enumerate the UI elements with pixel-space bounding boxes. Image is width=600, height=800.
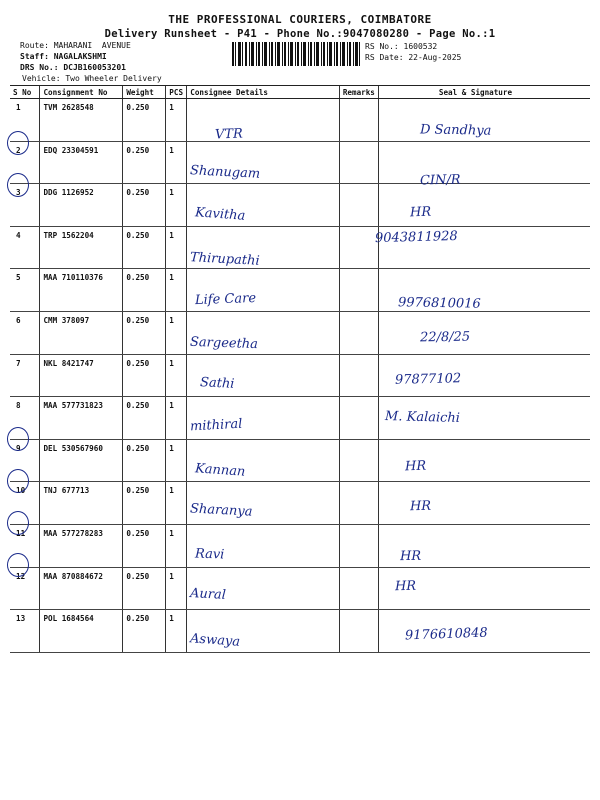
row-remarks-cell — [339, 141, 378, 184]
col-pcs: PCS — [166, 86, 187, 99]
table-row — [10, 141, 590, 184]
rs-number: RS No.: 1600532 — [365, 42, 438, 51]
row-consignment: TRP 1562204 — [40, 226, 123, 269]
row-pcs: 1 — [166, 397, 187, 440]
seal-signature-handwriting: 9176610848 — [404, 625, 488, 644]
col-consignment: Consignment No — [40, 86, 123, 99]
row-weight: 0.250 — [123, 226, 166, 269]
row-pcs: 1 — [166, 610, 187, 653]
seal-signature-handwriting: HR — [409, 498, 432, 515]
row-consignment: TVM 2628548 — [40, 99, 123, 142]
col-seal: Seal & Signature — [378, 86, 590, 99]
seal-signature-handwriting: 9043811928 — [374, 228, 458, 246]
table-row — [10, 610, 590, 653]
row-consignment: TNJ 677713 — [40, 482, 123, 525]
row-weight: 0.250 — [123, 269, 166, 312]
row-pcs: 1 — [166, 269, 187, 312]
seal-signature-handwriting: HR — [404, 458, 427, 474]
consignee-handwriting: Aswaya — [189, 631, 241, 651]
row-pcs: 1 — [166, 311, 187, 354]
seal-signature-handwriting: 97877102 — [394, 371, 462, 389]
consignee-handwriting: Sharanya — [189, 501, 253, 520]
consignee-handwriting: Sargeetha — [189, 334, 259, 353]
row-consignee-cell — [187, 99, 340, 142]
seal-signature-handwriting: 9976810016 — [397, 295, 481, 312]
row-sno: 12 — [10, 567, 40, 610]
table-row — [10, 439, 590, 482]
col-sno: S No — [10, 86, 40, 99]
seal-signature-handwriting: HR — [409, 205, 432, 221]
consignee-handwriting: Shanugam — [189, 163, 261, 183]
table-row — [10, 397, 590, 440]
row-weight: 0.250 — [123, 184, 166, 227]
consignee-handwriting: Aural — [189, 586, 227, 604]
consignee-handwriting: Sathi — [199, 375, 235, 393]
row-weight: 0.250 — [123, 482, 166, 525]
col-consignee: Consignee Details — [187, 86, 340, 99]
runsheet-table — [10, 85, 590, 653]
seal-signature-handwriting: HR — [394, 578, 417, 595]
seal-signature-handwriting: D Sandhya — [419, 122, 492, 139]
row-remarks-cell — [339, 439, 378, 482]
row-weight: 0.250 — [123, 99, 166, 142]
row-remarks-cell — [339, 354, 378, 397]
consignee-handwriting: Thirupathi — [189, 249, 260, 269]
row-pcs: 1 — [166, 184, 187, 227]
row-pcs: 1 — [166, 226, 187, 269]
row-sno: 2 — [10, 141, 40, 184]
staff-label: Staff: NAGALAKSHMI — [20, 52, 107, 61]
row-consignment: NKL 8421747 — [40, 354, 123, 397]
row-pcs: 1 — [166, 99, 187, 142]
row-sno: 11 — [10, 524, 40, 567]
row-pcs: 1 — [166, 567, 187, 610]
seal-signature-handwriting: M. Kalaichi — [384, 409, 461, 427]
table-header-row — [10, 86, 590, 99]
row-weight: 0.250 — [123, 439, 166, 482]
row-remarks-cell — [339, 567, 378, 610]
sheet-meta-right — [365, 41, 461, 63]
row-pcs: 1 — [166, 524, 187, 567]
row-weight: 0.250 — [123, 524, 166, 567]
row-sno: 7 — [10, 354, 40, 397]
row-consignment: MAA 710110376 — [40, 269, 123, 312]
row-consignment: DEL 530567960 — [40, 439, 123, 482]
consignee-handwriting: Life Care — [194, 290, 257, 308]
seal-signature-handwriting: HR — [399, 548, 422, 565]
row-consignment: MAA 870884672 — [40, 567, 123, 610]
table-row — [10, 99, 590, 142]
row-sno: 9 — [10, 439, 40, 482]
barcode-icon — [232, 42, 360, 66]
drs-label: DRS No.: DCJB160053201 — [20, 63, 126, 72]
rs-date: RS Date: 22-Aug-2025 — [365, 53, 462, 62]
row-remarks-cell — [339, 99, 378, 142]
row-remarks-cell — [339, 610, 378, 653]
row-remarks-cell — [339, 226, 378, 269]
row-pcs: 1 — [166, 141, 187, 184]
row-pcs: 1 — [166, 439, 187, 482]
row-consignment: POL 1684564 — [40, 610, 123, 653]
row-weight: 0.250 — [123, 311, 166, 354]
row-consignment: EDQ 23304591 — [40, 141, 123, 184]
row-sno: 3 — [10, 184, 40, 227]
row-sno: 10 — [10, 482, 40, 525]
row-seal-cell — [378, 311, 590, 354]
serial-circle-mark — [7, 511, 29, 535]
row-consignment: DDG 1126952 — [40, 184, 123, 227]
row-remarks-cell — [339, 311, 378, 354]
row-consignment: MAA 577278283 — [40, 524, 123, 567]
consignee-handwriting: Ravi — [194, 546, 225, 563]
row-weight: 0.250 — [123, 397, 166, 440]
row-consignment: MAA 577731823 — [40, 397, 123, 440]
row-seal-cell — [378, 141, 590, 184]
col-remarks: Remarks — [339, 86, 378, 99]
sheet-meta-left — [20, 40, 162, 84]
table-row — [10, 567, 590, 610]
row-sno: 8 — [10, 397, 40, 440]
row-weight: 0.250 — [123, 141, 166, 184]
row-sno: 6 — [10, 311, 40, 354]
table-row — [10, 482, 590, 525]
table-row — [10, 311, 590, 354]
consignee-handwriting: Kannan — [194, 460, 246, 480]
consignee-handwriting: VTR — [214, 126, 244, 143]
row-sno: 13 — [10, 610, 40, 653]
vehicle-label: Vehicle: Two Wheeler Delivery — [22, 74, 162, 83]
serial-circle-mark — [7, 427, 29, 451]
seal-signature-handwriting: 22/8/25 — [419, 329, 471, 346]
row-sno: 5 — [10, 269, 40, 312]
row-remarks-cell — [339, 482, 378, 525]
row-remarks-cell — [339, 524, 378, 567]
table-row — [10, 524, 590, 567]
table-row — [10, 184, 590, 227]
row-sno: 4 — [10, 226, 40, 269]
serial-circle-mark — [7, 469, 29, 493]
row-remarks-cell — [339, 269, 378, 312]
row-pcs: 1 — [166, 482, 187, 525]
row-weight: 0.250 — [123, 567, 166, 610]
table-row — [10, 226, 590, 269]
row-weight: 0.250 — [123, 610, 166, 653]
table-row — [10, 354, 590, 397]
company-title: THE PROFESSIONAL COURIERS, COIMBATORE — [168, 13, 432, 26]
runsheet-title: Delivery Runsheet - P41 - Phone No.:9047080280 - Page No.:1 — [104, 28, 496, 40]
row-weight: 0.250 — [123, 354, 166, 397]
serial-circle-mark — [7, 553, 29, 577]
seal-signature-handwriting: CIN/R — [419, 172, 461, 189]
row-sno: 1 — [10, 99, 40, 142]
serial-circle-mark — [7, 131, 29, 155]
row-remarks-cell — [339, 184, 378, 227]
route-label: Route: MAHARANI AVENUE — [20, 41, 131, 50]
row-remarks-cell — [339, 397, 378, 440]
col-weight: Weight — [123, 86, 166, 99]
row-consignment: CMM 378097 — [40, 311, 123, 354]
consignee-handwriting: Kavitha — [194, 205, 246, 225]
table-row — [10, 269, 590, 312]
consignee-handwriting: mithiral — [189, 417, 243, 435]
row-pcs: 1 — [166, 354, 187, 397]
